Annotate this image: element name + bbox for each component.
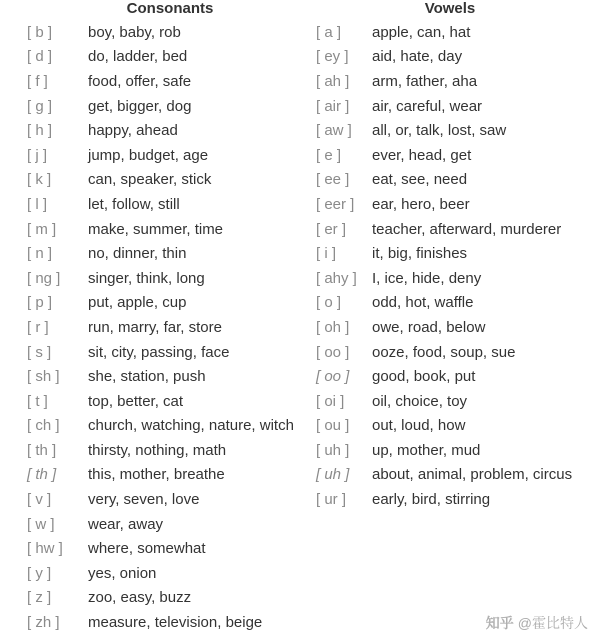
- vowels-row: [310, 217, 600, 242]
- consonants-symbol: [ th ]: [27, 441, 57, 459]
- vowels-symbol: [ i ]: [316, 245, 337, 263]
- consonants-example-words: wear, away: [88, 515, 164, 533]
- consonants-symbol: [ f ]: [27, 72, 48, 90]
- consonants-example-words: boy, baby, rob: [88, 23, 181, 41]
- vowels-row: [310, 414, 600, 439]
- watermark-handle: @霍比特人: [517, 615, 588, 631]
- consonants-example-words: this, mother, breathe: [88, 466, 225, 484]
- vowels-row: [310, 487, 600, 512]
- consonants-example-words: put, apple, cup: [88, 294, 187, 312]
- vowels-example-words: early, bird, stirring: [372, 491, 491, 509]
- consonants-row: [0, 340, 310, 365]
- vowels-symbol: [ oh ]: [316, 318, 350, 336]
- consonants-row: [0, 438, 310, 463]
- vowels-example-words: eat, see, need: [372, 171, 468, 189]
- consonants-example-words: top, better, cat: [88, 392, 184, 410]
- vowels-symbol: [ a ]: [316, 23, 342, 41]
- consonants-symbol: [ ch ]: [27, 417, 60, 435]
- vowels-example-words: all, or, talk, lost, saw: [372, 122, 507, 140]
- consonants-symbol: [ g ]: [27, 97, 53, 115]
- vowels-row: [310, 389, 600, 414]
- consonants-example-words: yes, onion: [88, 564, 157, 582]
- vowels-example-words: odd, hot, waffle: [372, 294, 474, 312]
- vowels-example-words: aid, hate, day: [372, 48, 463, 66]
- consonants-example-words: sit, city, passing, face: [88, 343, 230, 361]
- consonants-header: Consonants: [126, 0, 214, 17]
- consonants-row: [0, 463, 310, 488]
- consonants-symbol: [ ng ]: [27, 269, 61, 287]
- vowels-example-words: ear, hero, beer: [372, 195, 470, 213]
- consonants-example-words: measure, television, beige: [88, 614, 263, 632]
- vowels-row: [310, 94, 600, 119]
- consonants-example-words: zoo, easy, buzz: [88, 589, 192, 607]
- vowels-row: [310, 266, 600, 291]
- vowels-symbol: [ uh ]: [316, 441, 350, 459]
- consonants-row: [0, 291, 310, 316]
- consonants-symbol: [ hw ]: [27, 540, 63, 558]
- consonants-example-words: singer, think, long: [88, 269, 205, 287]
- vowels-symbol: [ ee ]: [316, 171, 350, 189]
- vowels-example-words: I, ice, hide, deny: [372, 269, 482, 287]
- vowels-symbol: [ ahy ]: [316, 269, 357, 287]
- consonants-example-words: very, seven, love: [88, 491, 200, 509]
- consonants-symbol: [ y ]: [27, 564, 52, 582]
- consonants-symbol: [ w ]: [27, 515, 55, 533]
- vowels-row: [310, 168, 600, 193]
- consonants-example-words: no, dinner, thin: [88, 245, 187, 263]
- vowels-symbol: [ o ]: [316, 294, 342, 312]
- vowels-example-words: ever, head, get: [372, 146, 472, 164]
- consonants-row: [0, 45, 310, 70]
- consonants-row: [0, 414, 310, 439]
- consonants-row: [0, 364, 310, 389]
- consonants-row: [0, 192, 310, 217]
- vowels-row: [310, 118, 600, 143]
- vowels-example-words: ooze, food, soup, sue: [372, 343, 516, 361]
- consonants-symbol: [ h ]: [27, 122, 53, 140]
- consonants-symbol: [ th ]: [27, 466, 57, 484]
- vowels-symbol: [ air ]: [316, 97, 350, 115]
- consonants-example-words: can, speaker, stick: [88, 171, 212, 189]
- vowels-symbol: [ uh ]: [316, 466, 350, 484]
- vowels-symbol: [ eer ]: [316, 195, 355, 213]
- consonants-symbol: [ zh ]: [27, 614, 60, 632]
- consonants-row: [0, 610, 310, 635]
- consonants-symbol: [ k ]: [27, 171, 52, 189]
- consonants-example-words: happy, ahead: [88, 122, 178, 140]
- consonants-symbol: [ p ]: [27, 294, 53, 312]
- consonants-row: [0, 94, 310, 119]
- vowels-row: [310, 69, 600, 94]
- consonants-example-words: do, ladder, bed: [88, 48, 188, 66]
- consonants-row: [0, 118, 310, 143]
- vowels-example-words: it, big, finishes: [372, 245, 468, 263]
- consonants-row: [0, 389, 310, 414]
- vowels-symbol: [ ur ]: [316, 491, 347, 509]
- consonants-row: [0, 487, 310, 512]
- vowels-example-words: arm, father, aha: [372, 72, 478, 90]
- vowels-row: [310, 315, 600, 340]
- consonants-example-words: make, summer, time: [88, 220, 224, 238]
- consonants-symbol: [ v ]: [27, 491, 52, 509]
- consonants-row: [0, 20, 310, 45]
- vowels-symbol: [ oi ]: [316, 392, 345, 410]
- consonants-symbol: [ z ]: [27, 589, 52, 607]
- vowels-row: [310, 291, 600, 316]
- vowels-column: [310, 20, 600, 512]
- consonants-symbol: [ t ]: [27, 392, 48, 410]
- consonants-example-words: run, marry, far, store: [88, 318, 222, 336]
- vowels-symbol: [ oo ]: [316, 368, 350, 386]
- vowels-symbol: [ ou ]: [316, 417, 350, 435]
- consonants-symbol: [ m ]: [27, 220, 57, 238]
- vowels-row: [310, 438, 600, 463]
- vowels-symbol: [ aw ]: [316, 122, 352, 140]
- vowels-header: Vowels: [424, 0, 476, 17]
- consonants-row: [0, 217, 310, 242]
- watermark: [486, 613, 588, 633]
- consonants-row: [0, 266, 310, 291]
- vowels-symbol: [ ah ]: [316, 72, 350, 90]
- consonants-symbol: [ sh ]: [27, 368, 60, 386]
- vowels-symbol: [ ey ]: [316, 48, 349, 66]
- vowels-row: [310, 192, 600, 217]
- consonants-example-words: she, station, push: [88, 368, 206, 386]
- consonants-symbol: [ n ]: [27, 245, 53, 263]
- consonants-symbol: [ b ]: [27, 23, 53, 41]
- consonants-example-words: get, bigger, dog: [88, 97, 192, 115]
- vowels-row: [310, 463, 600, 488]
- vowels-row: [310, 45, 600, 70]
- consonants-example-words: where, somewhat: [88, 540, 206, 558]
- vowels-example-words: oil, choice, toy: [372, 392, 468, 410]
- consonants-row: [0, 315, 310, 340]
- consonants-row: [0, 69, 310, 94]
- consonants-row: [0, 536, 310, 561]
- consonants-symbol: [ j ]: [27, 146, 48, 164]
- consonants-symbol: [ l ]: [27, 195, 48, 213]
- vowels-example-words: about, animal, problem, circus: [372, 466, 573, 484]
- consonants-row: [0, 512, 310, 537]
- vowels-row: [310, 241, 600, 266]
- consonants-example-words: food, offer, safe: [88, 72, 192, 90]
- vowels-example-words: good, book, put: [372, 368, 476, 386]
- vowels-row: [310, 143, 600, 168]
- vowels-example-words: owe, road, below: [372, 318, 486, 336]
- consonants-row: [0, 586, 310, 611]
- consonants-symbol: [ s ]: [27, 343, 52, 361]
- consonants-row: [0, 241, 310, 266]
- vowels-symbol: [ oo ]: [316, 343, 350, 361]
- consonants-row: [0, 168, 310, 193]
- consonants-column: [0, 20, 310, 635]
- vowels-example-words: up, mother, mud: [372, 441, 481, 459]
- vowels-example-words: apple, can, hat: [372, 23, 471, 41]
- vowels-row: [310, 340, 600, 365]
- consonants-example-words: church, watching, nature, witch: [88, 417, 294, 435]
- vowels-example-words: out, loud, how: [372, 417, 466, 435]
- vowels-symbol: [ e ]: [316, 146, 342, 164]
- vowels-example-words: teacher, afterward, murderer: [372, 220, 562, 238]
- consonants-symbol: [ r ]: [27, 318, 49, 336]
- vowels-row: [310, 364, 600, 389]
- consonants-row: [0, 561, 310, 586]
- consonants-row: [0, 143, 310, 168]
- consonants-example-words: thirsty, nothing, math: [88, 441, 227, 459]
- vowels-row: [310, 20, 600, 45]
- consonants-symbol: [ d ]: [27, 48, 53, 66]
- consonants-example-words: jump, budget, age: [88, 146, 209, 164]
- vowels-example-words: air, careful, wear: [372, 97, 483, 115]
- vowels-symbol: [ er ]: [316, 220, 347, 238]
- consonants-example-words: let, follow, still: [88, 195, 180, 213]
- zhihu-logo: 知乎: [485, 615, 514, 631]
